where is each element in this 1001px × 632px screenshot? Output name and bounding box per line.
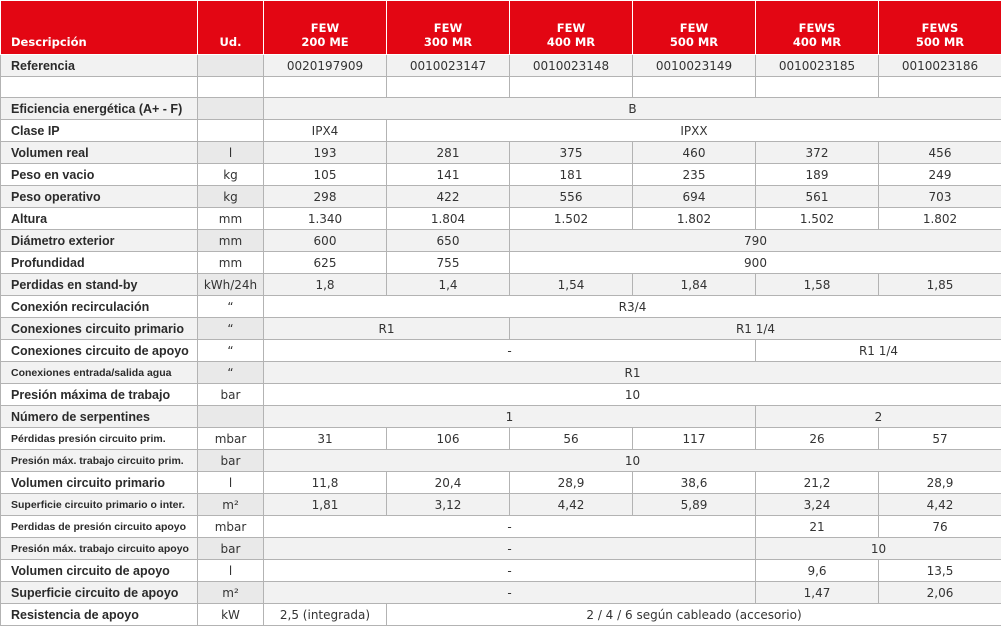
model-series: FEW <box>679 21 709 35</box>
model-series: FEWS <box>921 21 959 35</box>
value-cell: 1,81 <box>264 494 387 516</box>
row-unit <box>198 77 264 98</box>
row-label: Presión máxima de trabajo <box>1 384 198 406</box>
value-cell: 1,8 <box>264 274 387 296</box>
value-cell <box>633 77 756 98</box>
value-cell: 5,89 <box>633 494 756 516</box>
value-cell: 2 / 4 / 6 según cableado (accesorio) <box>387 604 1001 626</box>
header-model <box>264 1 387 55</box>
value-cell: 0010023149 <box>633 55 756 77</box>
model-size: 400 MR <box>792 35 842 49</box>
row-label: Superficie circuito primario o inter. <box>1 494 198 516</box>
value-cell: 1 <box>264 406 756 428</box>
value-cell: 0010023186 <box>879 55 1001 77</box>
row-label: Volumen circuito primario <box>1 472 198 494</box>
row-unit <box>198 406 264 428</box>
row-label: Presión máx. trabajo circuito apoyo <box>1 538 198 560</box>
value-cell: 10 <box>264 450 1001 472</box>
table-row <box>1 604 1001 626</box>
value-cell <box>879 77 1001 98</box>
value-cell: 0010023185 <box>756 55 879 77</box>
value-cell: 298 <box>264 186 387 208</box>
row-label: Presión máx. trabajo circuito prim. <box>1 450 198 472</box>
model-series: FEWS <box>798 21 836 35</box>
value-cell: 28,9 <box>879 472 1001 494</box>
table-row <box>1 208 1001 230</box>
header-model <box>756 1 879 55</box>
table-row <box>1 494 1001 516</box>
value-cell: - <box>264 560 756 582</box>
row-label: Número de serpentines <box>1 406 198 428</box>
table-row <box>1 230 1001 252</box>
table-row <box>1 450 1001 472</box>
value-cell: 456 <box>879 142 1001 164</box>
table-row <box>1 362 1001 384</box>
row-unit: mm <box>198 230 264 252</box>
value-cell <box>510 77 633 98</box>
row-label: Diámetro exterior <box>1 230 198 252</box>
value-cell <box>387 77 510 98</box>
value-cell: 2 <box>756 406 1001 428</box>
row-unit: “ <box>198 318 264 340</box>
value-cell: 3,24 <box>756 494 879 516</box>
value-cell: - <box>264 538 756 560</box>
model-size: 500 MR <box>669 35 719 49</box>
value-cell: 1,85 <box>879 274 1001 296</box>
row-unit: “ <box>198 296 264 318</box>
value-cell: 11,8 <box>264 472 387 494</box>
table-row <box>1 406 1001 428</box>
row-unit: mbar <box>198 516 264 538</box>
value-cell: 105 <box>264 164 387 186</box>
value-cell: 1,47 <box>756 582 879 604</box>
row-unit: bar <box>198 450 264 472</box>
row-label: Eficiencia energética (A+ - F) <box>1 98 198 120</box>
table-row <box>1 142 1001 164</box>
value-cell: 181 <box>510 164 633 186</box>
table-row <box>1 340 1001 362</box>
value-cell: 249 <box>879 164 1001 186</box>
value-cell: 10 <box>264 384 1001 406</box>
table-row <box>1 252 1001 274</box>
value-cell: 1,84 <box>633 274 756 296</box>
row-label: Perdidas en stand-by <box>1 274 198 296</box>
row-label: Conexión recirculación <box>1 296 198 318</box>
table-row <box>1 98 1001 120</box>
row-label: Conexiones circuito de apoyo <box>1 340 198 362</box>
header-model <box>879 1 1001 55</box>
row-unit: kWh/24h <box>198 274 264 296</box>
value-cell: 193 <box>264 142 387 164</box>
value-cell: 20,4 <box>387 472 510 494</box>
value-cell: 281 <box>387 142 510 164</box>
value-cell: - <box>264 516 756 538</box>
header-model <box>387 1 510 55</box>
value-cell: IPX4 <box>264 120 387 142</box>
row-unit: kW <box>198 604 264 626</box>
value-cell: IPXX <box>387 120 1001 142</box>
value-cell: 1.340 <box>264 208 387 230</box>
value-cell: 4,42 <box>879 494 1001 516</box>
row-unit: mm <box>198 252 264 274</box>
value-cell: 755 <box>387 252 510 274</box>
value-cell: 28,9 <box>510 472 633 494</box>
value-cell: 117 <box>633 428 756 450</box>
row-unit: l <box>198 142 264 164</box>
value-cell <box>756 77 879 98</box>
value-cell: 460 <box>633 142 756 164</box>
row-label: Resistencia de apoyo <box>1 604 198 626</box>
value-cell: 38,6 <box>633 472 756 494</box>
value-cell: 600 <box>264 230 387 252</box>
header-model <box>510 1 633 55</box>
table-row <box>1 296 1001 318</box>
row-label: Peso en vacio <box>1 164 198 186</box>
value-cell: R1 1/4 <box>756 340 1001 362</box>
value-cell: 900 <box>510 252 1001 274</box>
value-cell: 56 <box>510 428 633 450</box>
value-cell: R3/4 <box>264 296 1001 318</box>
value-cell: 26 <box>756 428 879 450</box>
value-cell: - <box>264 582 756 604</box>
row-unit: “ <box>198 362 264 384</box>
value-cell: R1 <box>264 362 1001 384</box>
value-cell: 1.802 <box>633 208 756 230</box>
row-label: Volumen circuito de apoyo <box>1 560 198 582</box>
table-row <box>1 384 1001 406</box>
row-unit <box>198 120 264 142</box>
value-cell: 561 <box>756 186 879 208</box>
row-unit: l <box>198 472 264 494</box>
model-series: FEW <box>433 21 463 35</box>
row-unit: mbar <box>198 428 264 450</box>
row-label: Superficie circuito de apoyo <box>1 582 198 604</box>
value-cell: 694 <box>633 186 756 208</box>
row-label: Referencia <box>1 55 198 77</box>
table-row <box>1 560 1001 582</box>
row-unit: mm <box>198 208 264 230</box>
value-cell: 703 <box>879 186 1001 208</box>
model-series: FEW <box>556 21 586 35</box>
value-cell: 235 <box>633 164 756 186</box>
row-unit: kg <box>198 186 264 208</box>
model-size: 300 MR <box>423 35 473 49</box>
value-cell <box>264 77 387 98</box>
value-cell: 189 <box>756 164 879 186</box>
table-row <box>1 77 1001 98</box>
table-row <box>1 428 1001 450</box>
value-cell: 21,2 <box>756 472 879 494</box>
value-cell: 375 <box>510 142 633 164</box>
value-cell: - <box>264 340 756 362</box>
value-cell: R1 <box>264 318 510 340</box>
header-descripcion: Descripción <box>1 1 198 55</box>
table-row <box>1 55 1001 77</box>
value-cell: 13,5 <box>879 560 1001 582</box>
model-size: 200 ME <box>301 35 349 49</box>
row-label: Conexiones circuito primario <box>1 318 198 340</box>
value-cell: 31 <box>264 428 387 450</box>
row-unit <box>198 98 264 120</box>
table-row <box>1 164 1001 186</box>
model-series: FEW <box>310 21 340 35</box>
value-cell: 9,6 <box>756 560 879 582</box>
row-unit: bar <box>198 384 264 406</box>
model-size: 400 MR <box>546 35 596 49</box>
row-unit: “ <box>198 340 264 362</box>
value-cell: 790 <box>510 230 1001 252</box>
value-cell: 2,06 <box>879 582 1001 604</box>
row-label: Pérdidas presión circuito prim. <box>1 428 198 450</box>
row-unit <box>198 55 264 77</box>
table-body <box>1 55 1001 626</box>
table-row <box>1 186 1001 208</box>
value-cell: 0020197909 <box>264 55 387 77</box>
header-model <box>633 1 756 55</box>
value-cell: 1.802 <box>879 208 1001 230</box>
value-cell: 106 <box>387 428 510 450</box>
value-cell: 422 <box>387 186 510 208</box>
row-label: Volumen real <box>1 142 198 164</box>
value-cell: B <box>264 98 1001 120</box>
value-cell: 1.804 <box>387 208 510 230</box>
table-header <box>1 1 1001 55</box>
value-cell: 21 <box>756 516 879 538</box>
value-cell: 0010023147 <box>387 55 510 77</box>
row-unit: kg <box>198 164 264 186</box>
value-cell: 650 <box>387 230 510 252</box>
value-cell: 3,12 <box>387 494 510 516</box>
value-cell: R1 1/4 <box>510 318 1001 340</box>
value-cell: 4,42 <box>510 494 633 516</box>
table-row <box>1 582 1001 604</box>
value-cell: 2,5 (integrada) <box>264 604 387 626</box>
model-size: 500 MR <box>915 35 965 49</box>
row-label: Altura <box>1 208 198 230</box>
row-label: Profundidad <box>1 252 198 274</box>
value-cell: 10 <box>756 538 1001 560</box>
row-unit: l <box>198 560 264 582</box>
value-cell: 556 <box>510 186 633 208</box>
row-label: Clase IP <box>1 120 198 142</box>
table-row <box>1 472 1001 494</box>
value-cell: 141 <box>387 164 510 186</box>
value-cell: 372 <box>756 142 879 164</box>
value-cell: 0010023148 <box>510 55 633 77</box>
table-row <box>1 318 1001 340</box>
table-row <box>1 120 1001 142</box>
value-cell: 1,54 <box>510 274 633 296</box>
table-row <box>1 538 1001 560</box>
row-label: Peso operativo <box>1 186 198 208</box>
table-row <box>1 516 1001 538</box>
header-ud: Ud. <box>198 1 264 55</box>
row-unit: m² <box>198 494 264 516</box>
row-label: Conexiones entrada/salida agua <box>1 362 198 384</box>
value-cell: 1,4 <box>387 274 510 296</box>
table-row <box>1 274 1001 296</box>
value-cell: 57 <box>879 428 1001 450</box>
row-unit: m² <box>198 582 264 604</box>
value-cell: 1.502 <box>756 208 879 230</box>
row-label: Perdidas de presión circuito apoyo <box>1 516 198 538</box>
row-unit: bar <box>198 538 264 560</box>
value-cell: 1.502 <box>510 208 633 230</box>
value-cell: 76 <box>879 516 1001 538</box>
value-cell: 1,58 <box>756 274 879 296</box>
row-label <box>1 77 198 98</box>
value-cell: 625 <box>264 252 387 274</box>
